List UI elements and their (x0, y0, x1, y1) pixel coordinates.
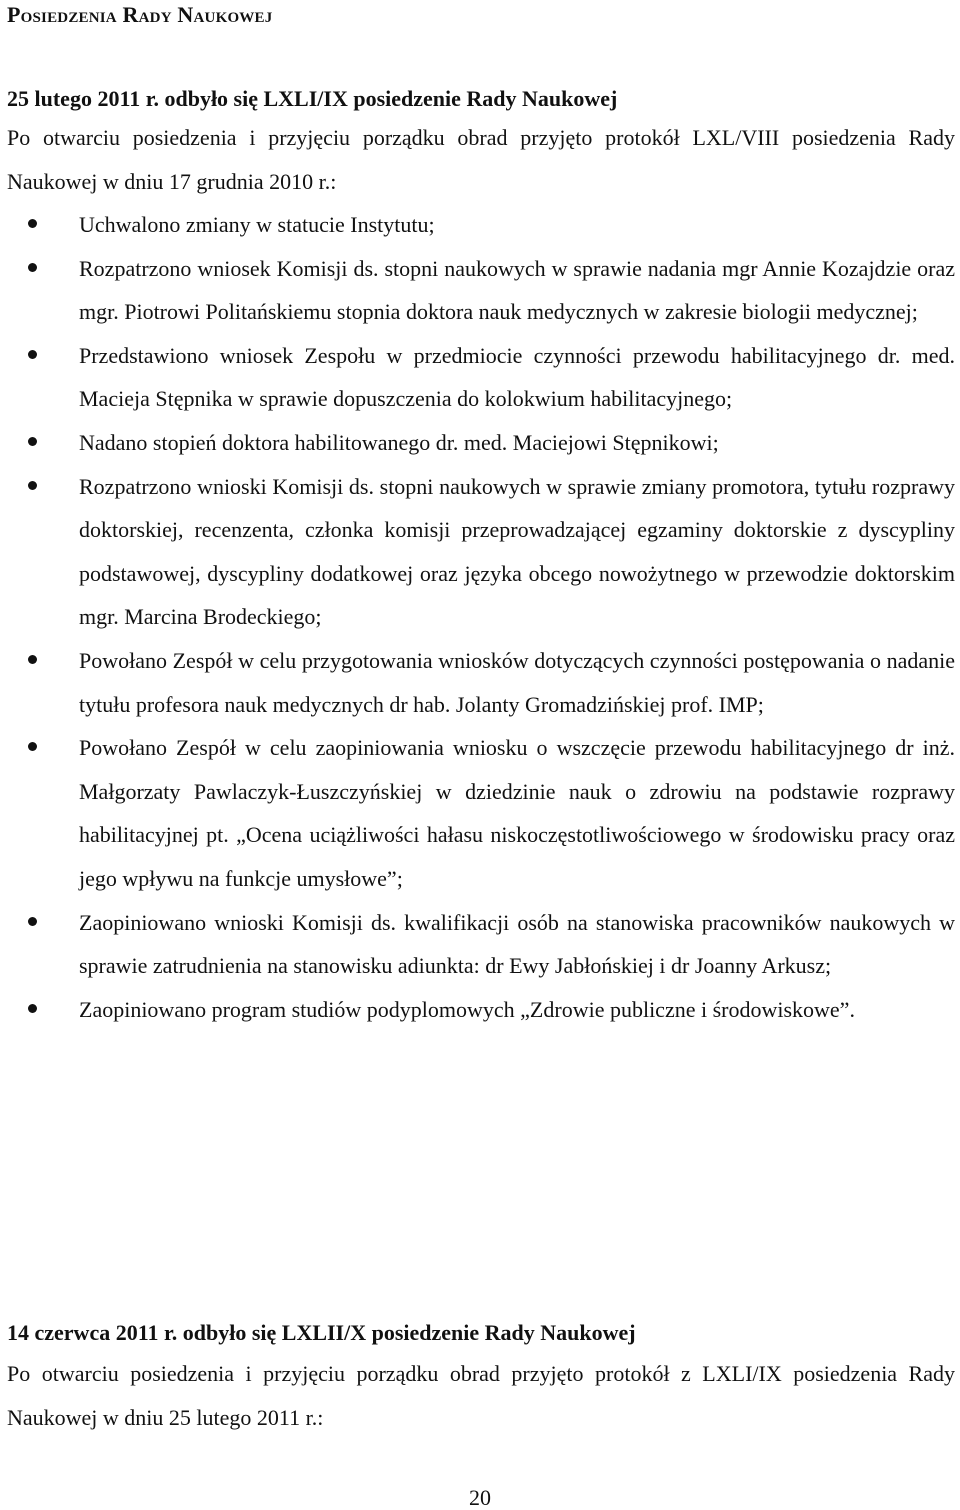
meeting-1-heading: 25 lutego 2011 r. odbyło się LXLI/IX posiedzenie Rady Naukowej (7, 86, 618, 111)
meeting-2 (7, 1320, 955, 1439)
meeting-1-intro: Po otwarciu posiedzenia i przyjęciu porządku obrad przyjęto protokół LXL/VIII posiedzenia Rady Naukowej w dniu 17 grudnia 2010 r.: (7, 125, 955, 194)
page-number: 20 (469, 1485, 491, 1510)
list-item: Uchwalono zmiany w statucie Instytutu; (7, 203, 955, 247)
list-item: Przedstawiono wniosek Zespołu w przedmiocie czynności przewodu habilitacyjnego dr. med. Macieja Stępnika w sprawie dopuszczenia do kolokwium habilitacyjnego; (7, 334, 955, 421)
meeting-2-intro: Po otwarciu posiedzenia i przyjęciu porządku obrad przyjęto protokół z LXLI/IX posiedzenia Rady Naukowej w dniu 25 lutego 2011 r.: (7, 1361, 955, 1430)
meeting-1 (7, 86, 955, 1031)
meeting-2-heading: 14 czerwca 2011 r. odbyło się LXLII/X posiedzenie Rady Naukowej (7, 1320, 636, 1345)
list-item: Powołano Zespół w celu przygotowania wniosków dotyczących czynności postępowania o nadanie tytułu profesora nauk medycznych dr hab. Jolanty Gromadzińskiej prof. IMP; (7, 639, 955, 726)
list-item: Powołano Zespół w celu zaopiniowania wniosku o wszczęcie przewodu habilitacyjnego dr inż. Małgorzaty Pawlaczyk-Łuszczyńskiej w dziedzinie nauk o zdrowiu na podstawie rozprawy habilitacyjnej pt. „Ocena uciążliwości hałasu niskoczęstotliwościowego w środowisku pracy oraz jego wpływu na funkcje umysłowe”; (7, 726, 955, 900)
list-item: Nadano stopień doktora habilitowanego dr. med. Maciejowi Stępnikowi; (7, 421, 955, 465)
list-item: Rozpatrzono wniosek Komisji ds. stopni naukowych w sprawie nadania mgr Annie Kozajdzie oraz mgr. Piotrowi Politańskiemu stopnia doktora nauk medycznych w zakresie biologii medycznej; (7, 247, 955, 334)
meeting-1-items (7, 203, 955, 1031)
list-item: Rozpatrzono wnioski Komisji ds. stopni naukowych w sprawie zmiany promotora, tytułu rozprawy doktorskiej, recenzenta, członka komisji przeprowadzającej egzaminy doktorskie z dyscypliny podstawowej, dyscypliny dodatkowej oraz języka obcego nowożytnego w przewodzie doktorskim mgr. Marcina Brodeckiego; (7, 465, 955, 639)
list-item: Zaopiniowano program studiów podyplomowych „Zdrowie publiczne i środowiskowe”. (7, 988, 955, 1032)
list-item: Zaopiniowano wnioski Komisji ds. kwalifikacji osób na stanowiska pracowników naukowych w sprawie zatrudnienia na stanowisku adiunkta: dr Ewy Jabłońskiej i dr Joanny Arkusz; (7, 901, 955, 988)
section-header: Posiedzenia Rady Naukowej (7, 2, 273, 27)
